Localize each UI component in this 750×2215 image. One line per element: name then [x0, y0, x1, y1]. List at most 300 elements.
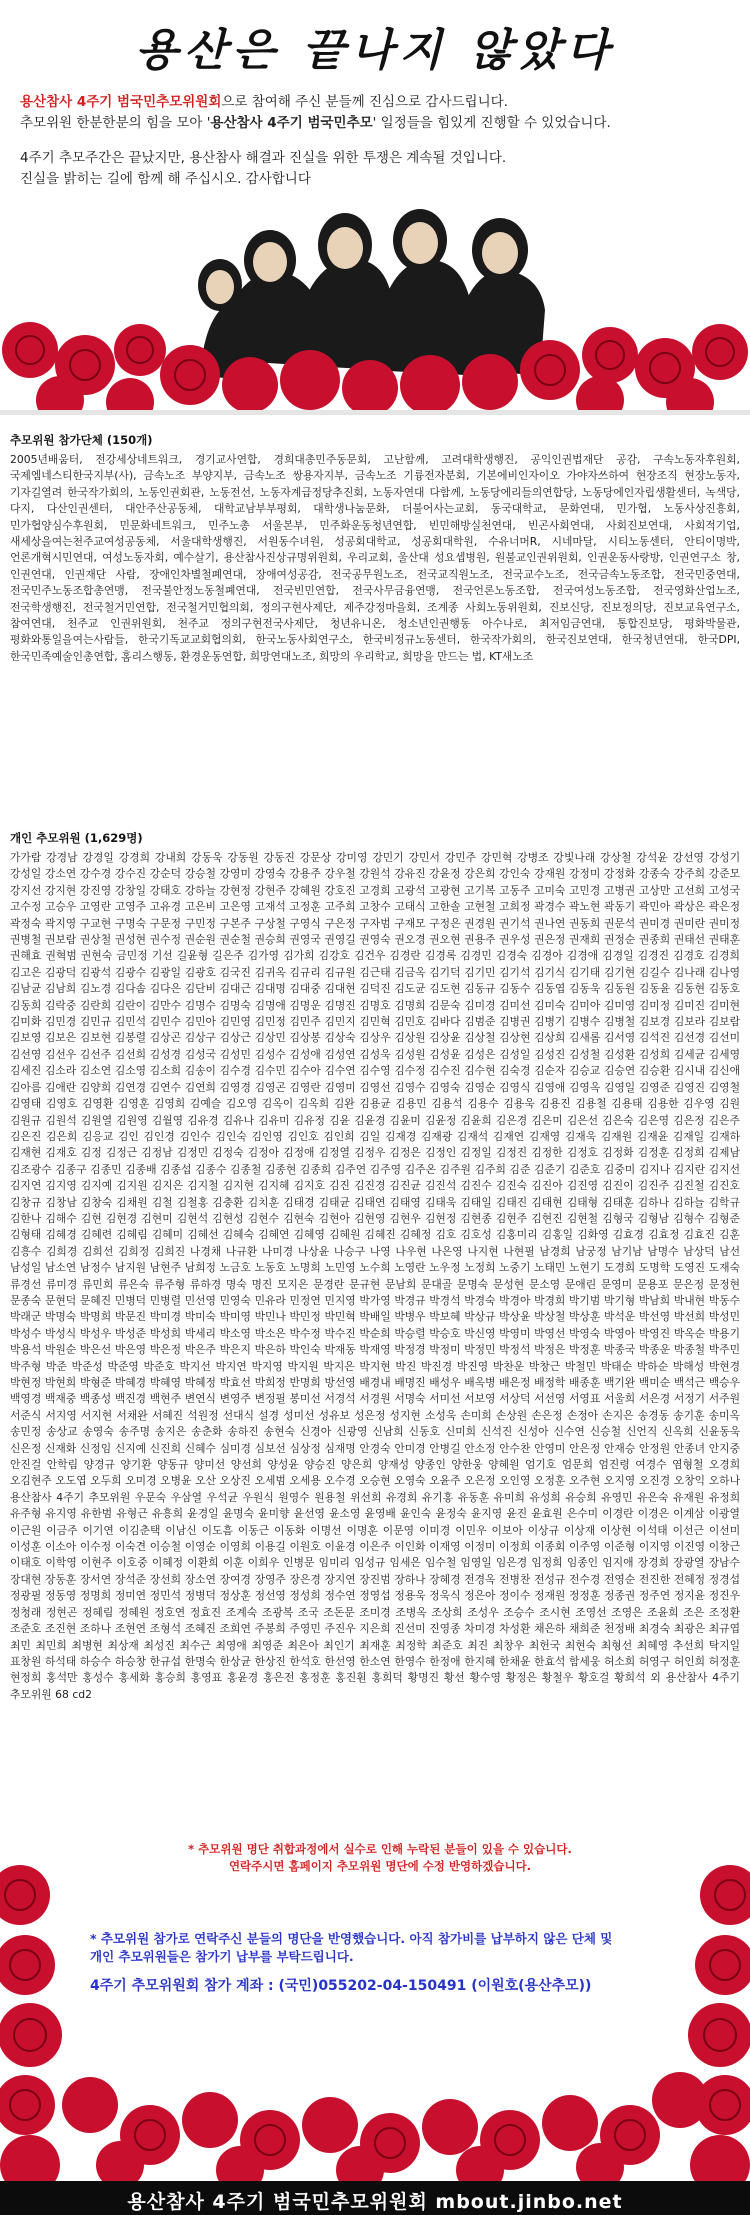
- individual-name: 정주연: [638, 1589, 671, 1603]
- individual-name: 김희정: [117, 1244, 150, 1258]
- individual-name: 강병조: [517, 851, 549, 864]
- individual-name: 박미경: [149, 1310, 182, 1324]
- individual-name: 남소연: [44, 1261, 77, 1275]
- individual-name: 임지애: [602, 1556, 634, 1570]
- individual-name: 김혜련: [80, 1228, 113, 1242]
- mourners-illustration: [0, 190, 750, 415]
- individual-name: 김유경: [187, 1113, 219, 1127]
- individual-name: 박해성: [672, 1359, 705, 1373]
- individual-name: 오창익: [673, 1474, 706, 1488]
- individual-name: 김영호: [45, 1097, 78, 1111]
- individual-name: 유성희: [529, 1490, 561, 1504]
- individual-name: 강빛나래: [553, 851, 596, 864]
- individual-name: 김고은: [10, 965, 42, 979]
- individual-name: 장광열: [673, 1556, 705, 1570]
- individual-name: 김정훈: [637, 1146, 670, 1160]
- individual-name: 박주민: [708, 1343, 740, 1357]
- individual-name: 김민주: [289, 1015, 321, 1029]
- individual-name: 박승호: [429, 1326, 461, 1340]
- individual-name: 이준형: [603, 1540, 636, 1554]
- individual-name: 김형수: [673, 1211, 705, 1225]
- individual-name: 이선근: [672, 1523, 704, 1537]
- individual-name: 허영구: [638, 1654, 671, 1668]
- individual-name: 서명숙: [394, 1392, 426, 1406]
- individual-name: 김윤경: [354, 1113, 386, 1127]
- individual-name: 백진경: [114, 1392, 147, 1406]
- individual-name: 김길수: [638, 965, 671, 979]
- individual-name: 김화영: [577, 1228, 609, 1242]
- individual-name: 강윤정: [429, 867, 461, 881]
- individual-name: 김대명: [254, 982, 286, 996]
- individual-name: 김광호: [184, 965, 216, 979]
- individual-name: 이광열: [708, 1507, 740, 1521]
- individual-name: 전경옥: [464, 1572, 496, 1586]
- individual-name: 박혜정: [184, 1376, 216, 1389]
- individual-name: 심미경: [219, 1441, 251, 1455]
- individual-name: 김대근: [219, 982, 251, 996]
- individual-name: 이금주: [46, 1523, 78, 1537]
- individual-name: 김하늘: [673, 1195, 705, 1209]
- individual-name: 김수영: [359, 1064, 391, 1078]
- individual-name: 권병철: [10, 933, 42, 947]
- individual-name: 강주희: [673, 867, 706, 881]
- individual-name: 홍영표: [190, 1671, 223, 1685]
- individual-name: 장지연: [324, 1572, 356, 1586]
- individual-name: 반명희: [289, 1376, 321, 1389]
- individual-name: 한선영: [324, 1654, 356, 1668]
- individual-name: 김종구: [55, 1162, 87, 1176]
- individual-name: 김금옥: [394, 965, 426, 979]
- individual-name: 엄진령: [598, 1458, 630, 1472]
- omission-notice: [80, 1841, 680, 1875]
- individual-name: 문애린: [564, 1277, 597, 1291]
- individual-name: 김경일: [602, 949, 634, 963]
- individual-name: 박래군: [10, 1310, 42, 1324]
- individual-name: 김주원: [439, 1162, 471, 1176]
- individual-name: 김광수: [114, 965, 147, 979]
- individual-name: 박경규: [394, 1293, 426, 1307]
- individual-name: 정은아: [464, 1589, 496, 1603]
- individual-name: 박영아: [603, 1326, 636, 1340]
- individual-name: 명숙: [225, 1277, 247, 1291]
- individual-name: 최헌국: [528, 1638, 561, 1652]
- individual-name: 한영수: [394, 1654, 426, 1668]
- individual-name: 강석윤: [636, 851, 668, 864]
- individual-name: 김영숙: [429, 1080, 461, 1094]
- individual-name: 김성연: [324, 1047, 356, 1061]
- individual-name: 김진아: [531, 1179, 563, 1193]
- individual-name: 김미아: [569, 998, 601, 1012]
- individual-name: 조영선: [575, 1605, 607, 1619]
- individual-name: 오하나: [708, 1474, 740, 1488]
- individual-name: 김효경: [612, 1228, 644, 1242]
- individual-name: 서미선: [429, 1392, 461, 1406]
- individual-name: 박석운: [603, 1310, 636, 1324]
- individual-name: 이근원: [10, 1523, 42, 1537]
- individual-name: 김재영: [528, 1129, 561, 1143]
- individual-name: 조계숙: [225, 1605, 258, 1619]
- individual-name: 김은숙: [602, 1113, 634, 1127]
- individual-name: 조상희: [431, 1605, 463, 1619]
- individual-name: 서지영: [45, 1408, 77, 1422]
- individual-name: 윤효원: [531, 1507, 563, 1521]
- individual-name: 박진: [395, 1359, 417, 1373]
- individual-name: 김경록: [425, 949, 457, 963]
- individual-name: 김미진: [673, 998, 706, 1012]
- individual-name: 김다솜: [114, 982, 147, 996]
- individual-name: 김혜연: [258, 1228, 290, 1242]
- individual-name: 박선희: [673, 1310, 706, 1324]
- individual-name: 임은경: [495, 1556, 528, 1570]
- individual-name: 김도현: [429, 982, 461, 996]
- individual-name: 고재석: [254, 900, 286, 914]
- individual-name: 박선영: [638, 1310, 671, 1324]
- individual-name: 권태선: [673, 933, 706, 947]
- individual-name: 한채윤: [499, 1654, 531, 1668]
- individual-name: 김옥희: [297, 1097, 330, 1111]
- individual-name: 김지현: [222, 1179, 255, 1193]
- individual-name: 김영옥: [569, 1080, 601, 1094]
- individual-name: 노명희: [289, 1261, 321, 1275]
- individual-name: 김진영: [566, 1179, 599, 1193]
- individual-name: 김선미: [708, 1031, 740, 1045]
- individual-name: 김홍일: [541, 1228, 574, 1242]
- individual-name: 박성희: [149, 1326, 182, 1340]
- individual-name: 김혜영: [293, 1228, 325, 1242]
- individual-name: 이학영: [45, 1556, 77, 1570]
- individual-name: 김호: [435, 1228, 457, 1242]
- individual-name: 박옥순: [673, 1326, 706, 1340]
- individual-name: 김정민: [176, 1146, 209, 1160]
- individual-name: 류하경: [189, 1277, 222, 1291]
- individual-name: 박준호: [143, 1359, 175, 1373]
- individual-name: 고기복: [464, 883, 496, 897]
- individual-name: 오김현주: [10, 1474, 52, 1488]
- individual-name: 송영숙: [82, 1425, 114, 1439]
- individual-name: 김동규: [464, 982, 496, 996]
- individual-name: 심재명: [324, 1441, 356, 1455]
- individual-name: 김현진: [531, 1211, 563, 1225]
- individual-name: 김서영: [603, 1031, 636, 1045]
- individual-name: 김지예: [80, 1179, 113, 1193]
- individual-name: 박정경: [394, 1343, 426, 1357]
- individual-name: 강은희: [464, 867, 496, 881]
- individual-name: 나규환: [225, 1244, 258, 1258]
- individual-name: 김인숙: [215, 1129, 247, 1143]
- pay-line2: 개인 추모위원들은 참가기 납부를 부탁드립니다.: [90, 1949, 354, 1964]
- individual-name: 이수정: [79, 1540, 112, 1554]
- individual-name: 양한웅: [451, 1458, 483, 1472]
- individual-name: 허소희: [603, 1654, 636, 1668]
- individual-name: 김재원: [600, 1129, 633, 1143]
- individual-name: 안종녀: [673, 1441, 706, 1455]
- individual-name: 노우정: [429, 1261, 461, 1275]
- individual-name: 김진호: [708, 1179, 740, 1193]
- individual-name: 김영경: [219, 1080, 251, 1094]
- individual-name: 이진영: [673, 1540, 706, 1554]
- individual-name: 김경진: [637, 949, 670, 963]
- individual-name: 박명희: [79, 1310, 112, 1324]
- individual-name: 김건우: [354, 949, 386, 963]
- individual-name: 최수근: [179, 1638, 211, 1652]
- individual-name: 최창우: [492, 1638, 525, 1652]
- individual-name: 김상근: [219, 1031, 251, 1045]
- individual-name: 김해수: [45, 1211, 77, 1225]
- individual-name: 이숙견: [114, 1540, 147, 1554]
- individual-name: 김치훈: [247, 1195, 280, 1209]
- individual-name: 곽은정: [708, 900, 740, 914]
- individual-name: 고유경: [149, 900, 182, 914]
- individual-name: 김지혜: [258, 1179, 290, 1193]
- individual-name: 최혜영: [636, 1638, 669, 1652]
- individual-name: 권기석: [499, 916, 531, 930]
- individual-name: 박성우: [79, 1326, 112, 1340]
- individual-name: 김영미: [324, 1080, 356, 1094]
- individual-name: 김병철: [603, 1015, 636, 1029]
- individual-name: 강현정: [219, 883, 251, 897]
- individual-name: 오영숙: [394, 1474, 426, 1488]
- individual-name: 하석태: [44, 1654, 77, 1668]
- individual-name: 강호진: [324, 883, 356, 897]
- individual-name: 박정은: [534, 1343, 566, 1357]
- individual-name: 나미경: [261, 1244, 294, 1258]
- individual-name: 최재훈: [359, 1638, 391, 1652]
- individual-name: 황명진: [407, 1671, 440, 1685]
- individual-name: 김영훈: [117, 1097, 150, 1111]
- individual-name: 김재일: [672, 1129, 705, 1143]
- individual-name: 유경희: [386, 1490, 418, 1504]
- individual-name: 오지영: [603, 1474, 636, 1488]
- individual-name: 엄기호: [524, 1458, 557, 1472]
- individual-name: 고병권: [603, 883, 636, 897]
- individual-name: 홍성수: [82, 1671, 114, 1685]
- individual-name: 김강호: [318, 949, 350, 963]
- individual-name: 김현성: [212, 1211, 244, 1225]
- individual-name: 김가영: [247, 949, 280, 963]
- individual-name: 김성철: [569, 1047, 601, 1061]
- individual-name: 최광은: [673, 1622, 706, 1636]
- individual-name: 김란희: [79, 998, 112, 1012]
- individual-name: 고정훈: [289, 900, 321, 914]
- individual-name: 강성기: [708, 851, 740, 864]
- individual-name: 문대골: [420, 1277, 453, 1291]
- individual-name: 김영순: [464, 1080, 496, 1094]
- individual-name: 강민혁: [481, 851, 513, 864]
- individual-name: 이훈: [222, 1556, 244, 1570]
- individual-name: 김재현: [10, 1146, 42, 1160]
- individual-name: 권순철: [219, 933, 251, 947]
- individual-name: 백현주: [149, 1392, 182, 1406]
- individual-name: 김기현: [603, 965, 636, 979]
- individual-name: 양경규: [83, 1458, 115, 1472]
- individual-name: 박원순: [44, 1343, 77, 1357]
- individual-name: 가가람: [10, 851, 42, 864]
- individual-name: 강경남: [46, 851, 78, 864]
- individual-name: 김애란: [44, 1080, 77, 1094]
- individual-name: 김옥이: [261, 1097, 294, 1111]
- individual-name: 남희정: [184, 1261, 216, 1275]
- individual-name: 박정석: [499, 1343, 531, 1357]
- individual-name: 최민희: [35, 1638, 67, 1652]
- individual-name: 김재욱: [564, 1129, 597, 1143]
- individual-name: 나상윤: [297, 1244, 330, 1258]
- individual-name: 윤소영: [329, 1507, 361, 1521]
- individual-name: 김태현: [531, 1195, 563, 1209]
- individual-name: 유형근: [116, 1507, 148, 1521]
- individual-name: 김범준: [464, 1015, 496, 1029]
- individual-name: 전병찬: [499, 1572, 531, 1586]
- individual-name: 김세영: [708, 1047, 740, 1061]
- individual-name: 김국진: [219, 965, 251, 979]
- individual-name: 조진현: [44, 1622, 77, 1636]
- individual-name: 주진우: [324, 1622, 356, 1636]
- individual-name: 조돈문: [323, 1605, 355, 1619]
- individual-name: 김조광수: [10, 1162, 52, 1176]
- individual-name: 허인희: [673, 1654, 706, 1668]
- individual-name: 조윤희: [647, 1605, 679, 1619]
- individual-name: 김윤: [329, 1113, 350, 1127]
- individual-name: 김상숙: [324, 1031, 356, 1045]
- individual-name: 김문숙: [429, 998, 461, 1012]
- individual-name: 오세용: [289, 1474, 321, 1488]
- individual-name: 최병현: [71, 1638, 103, 1652]
- individual-name: 정욱식: [429, 1589, 461, 1603]
- individual-name: 박영미: [499, 1326, 531, 1340]
- individual-name: 류은숙: [117, 1277, 150, 1291]
- individual-name: 김남균: [10, 982, 42, 996]
- individual-name: 구상철: [254, 916, 286, 930]
- individual-name: 신석진: [481, 1425, 513, 1439]
- individual-name: 한효석: [534, 1654, 566, 1668]
- individual-name: 조현연: [114, 1622, 147, 1636]
- individual-name: 김진이: [602, 1179, 634, 1193]
- individual-name: 김진주: [637, 1179, 670, 1193]
- individual-name: 박지은: [323, 1359, 355, 1373]
- individual-name: 민지영: [324, 1293, 356, 1307]
- individual-name: 김근태: [359, 965, 391, 979]
- individual-name: 박경희: [534, 1293, 566, 1307]
- individual-name: 문규현: [348, 1277, 381, 1291]
- individual-name: 구영식: [289, 916, 321, 930]
- individual-name: 이석태: [636, 1523, 668, 1537]
- individual-name: 이현주: [80, 1556, 113, 1570]
- individual-name: 안진걸: [10, 1458, 42, 1472]
- individual-name: 고성국: [708, 883, 740, 897]
- individual-name: 강정화: [603, 867, 636, 881]
- individual-name: 민선영: [184, 1293, 216, 1307]
- individual-name: 김숙경: [499, 1064, 531, 1078]
- individual-name: 김규리: [289, 965, 321, 979]
- individual-name: 나지현: [467, 1244, 499, 1258]
- individual-name: 강경희: [118, 851, 150, 864]
- individual-name: 김지철: [187, 1179, 219, 1193]
- individual-name: 김경호: [673, 949, 705, 963]
- individual-name: 안미경: [394, 1441, 426, 1455]
- individual-name: 김태욱: [425, 1195, 457, 1209]
- individual-name: 박정미: [429, 1343, 461, 1357]
- individual-name: 김정근: [105, 1146, 138, 1160]
- individual-name: 권현숙: [80, 949, 113, 963]
- individual-name: 권용주: [464, 933, 496, 947]
- individual-name: 김보은: [44, 1031, 77, 1045]
- individual-name: 신남희: [372, 1425, 404, 1439]
- intro-line2a: 추모위원 한분한분의 힘을 모아 ': [20, 115, 211, 131]
- individual-name: 김정아: [247, 1146, 280, 1160]
- individual-name: 권해효: [10, 949, 42, 963]
- individual-name: 문명숙: [456, 1277, 489, 1291]
- individual-name: 양동규: [157, 1458, 189, 1472]
- individual-name: 이명훈: [346, 1523, 378, 1537]
- individual-name: 김지나: [638, 1162, 671, 1176]
- individual-name: 김연희: [184, 1080, 216, 1094]
- individual-name: 김민영: [219, 1015, 251, 1029]
- individual-name: 주영민: [289, 1622, 321, 1636]
- individual-name: 고상만: [638, 883, 671, 897]
- individual-name: 강민주: [444, 851, 477, 864]
- individual-name: 신윤동욱: [698, 1425, 740, 1439]
- individual-name: 신정임: [79, 1441, 112, 1455]
- individual-name: 김훈: [719, 1228, 740, 1242]
- individual-name: 강용주: [289, 867, 321, 881]
- individual-name: 윤인숙: [399, 1507, 432, 1521]
- individual-name: 김진경: [354, 1179, 386, 1193]
- individual-name: 김완: [333, 1097, 355, 1111]
- individual-name: 박지원: [287, 1359, 319, 1373]
- individual-name: 김상봉: [289, 1031, 321, 1045]
- individual-name: 홍윤경: [226, 1671, 259, 1685]
- individual-name: 김민수: [149, 1015, 182, 1029]
- individual-name: 정명희: [79, 1589, 112, 1603]
- individual-name: 김명애: [254, 998, 286, 1012]
- individual-name: 유영민: [601, 1490, 633, 1504]
- individual-name: 김정일: [460, 1146, 492, 1160]
- individual-name: 김수연: [324, 1064, 356, 1078]
- individual-name: 고영주: [114, 900, 147, 914]
- individual-name: 안정원: [638, 1441, 671, 1455]
- individual-name: 권문석: [603, 916, 636, 930]
- individual-name: 서상덕: [499, 1392, 531, 1406]
- individual-name: 양성윤: [267, 1458, 299, 1472]
- individual-name: 김인호: [287, 1129, 319, 1143]
- individual-name: 최영준: [251, 1638, 283, 1652]
- individual-name: 정성희: [289, 1589, 321, 1603]
- individual-name: 양종인: [414, 1458, 446, 1472]
- individual-name: 이영순: [184, 1540, 216, 1554]
- individual-name: 안소정: [464, 1441, 496, 1455]
- individual-name: 신은정: [10, 1441, 42, 1455]
- individual-name: 송현숙: [263, 1425, 295, 1439]
- individual-name: 탁지일: [708, 1638, 740, 1652]
- individual-name: 김수아: [289, 1064, 321, 1078]
- individual-name: 송하진: [227, 1425, 259, 1439]
- individual-name: 김중미: [603, 1162, 636, 1176]
- individual-name: 한상진: [254, 1654, 286, 1668]
- individual-name: 조미경: [359, 1605, 391, 1619]
- individual-name: 유흥희: [151, 1507, 184, 1521]
- individual-name: 박창근: [528, 1359, 561, 1373]
- individual-name: 정용욱: [394, 1589, 426, 1603]
- individual-name: 성은정: [354, 1408, 386, 1422]
- individual-name: 박경석: [429, 1293, 461, 1307]
- individual-name: 박준: [45, 1359, 67, 1373]
- individual-name: 김주희: [474, 1162, 506, 1176]
- individual-name: 고주희: [324, 900, 356, 914]
- individual-name: 김재하: [708, 1129, 740, 1143]
- individual-name: 김재광: [420, 1129, 453, 1143]
- individual-name: 신성아: [517, 1425, 549, 1439]
- individual-name: 김지호: [293, 1179, 325, 1193]
- individual-name: 김보영: [10, 1031, 42, 1045]
